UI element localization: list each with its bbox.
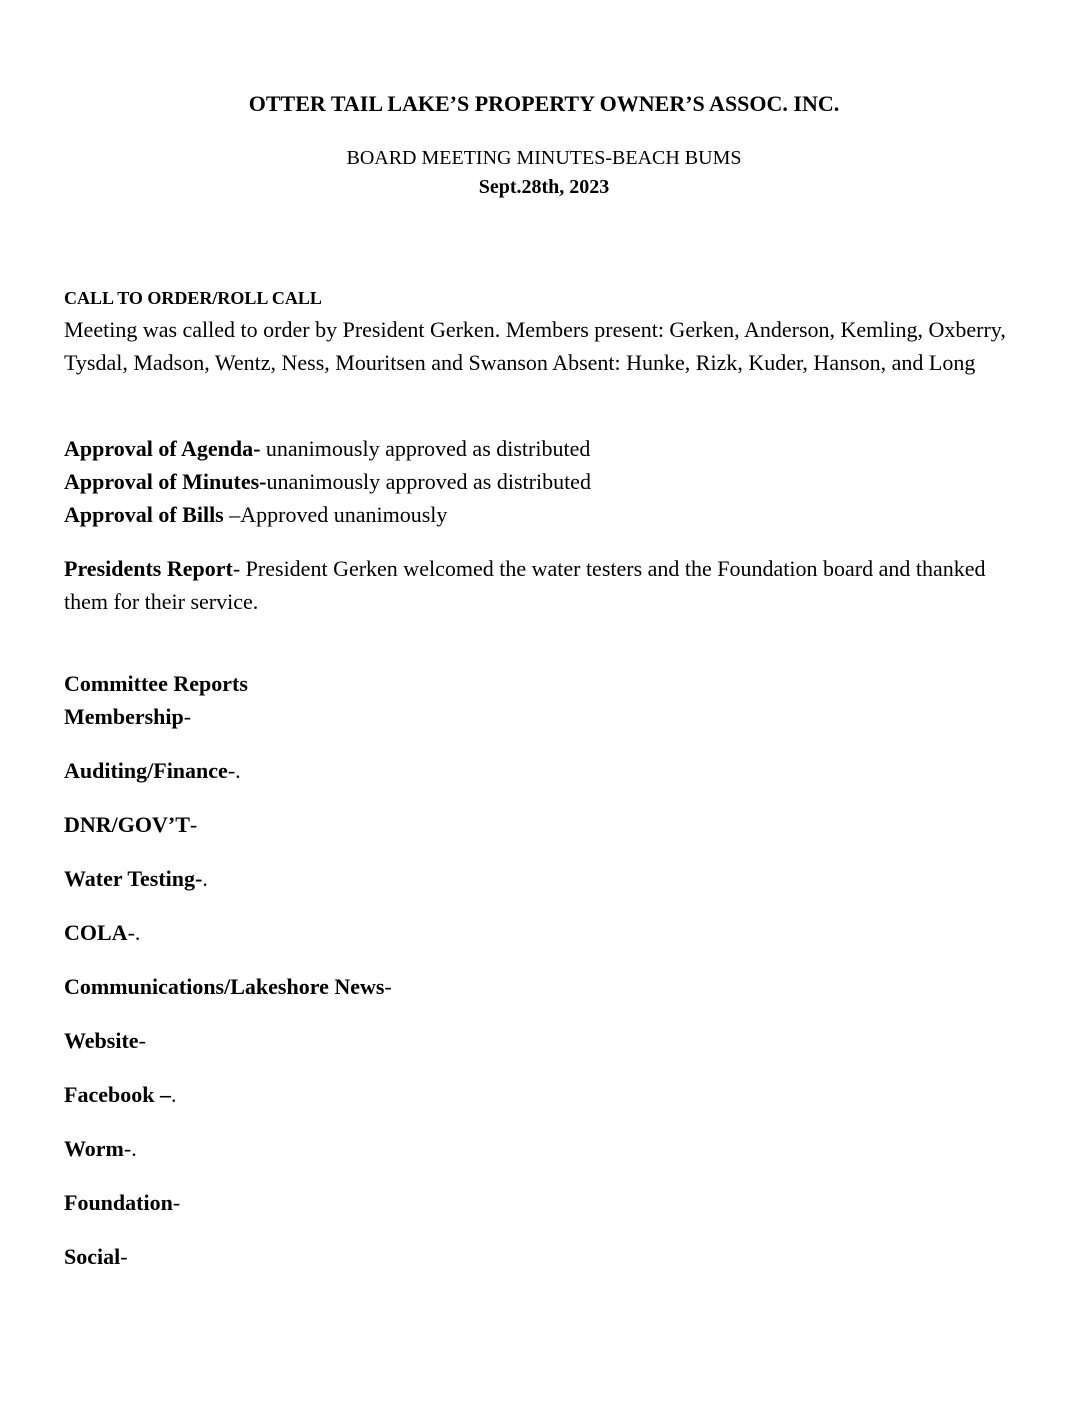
committee-suffix: . — [170, 1082, 177, 1107]
committee-label: DNR/GOV’T — [64, 812, 190, 837]
committee-item-cola — [64, 916, 1034, 949]
committee-label: Foundation — [64, 1190, 173, 1215]
committee-item-social — [64, 1240, 1034, 1273]
committee-item-foundation — [64, 1186, 1034, 1219]
committee-suffix: - — [183, 704, 192, 729]
committee-item-worm — [64, 1132, 1034, 1165]
committee-suffix: . — [202, 866, 208, 891]
committee-suffix: -. — [227, 758, 241, 783]
committee-label: Membership — [64, 704, 184, 729]
document-title: BOARD MEETING MINUTES-BEACH BUMS — [346, 147, 742, 169]
presidents-report — [64, 552, 1034, 618]
committee-label: COLA — [64, 920, 128, 945]
meeting-date: Sept.28th, 2023 — [478, 176, 610, 198]
committee-suffix: - — [138, 1028, 146, 1053]
committee-item-auditing-finance — [64, 754, 1034, 787]
call-to-order-heading: CALL TO ORDER/ROLL CALL — [64, 288, 322, 308]
committee-label: Website — [64, 1028, 139, 1053]
committee-item-water-testing — [64, 862, 1034, 895]
committee-label: Water Testing- — [64, 866, 203, 891]
committee-reports — [64, 667, 1034, 1294]
organization-title: OTTER TAIL LAKE’S PROPERTY OWNER’S ASSOC. INC. — [248, 91, 840, 116]
committee-label: Social — [64, 1244, 121, 1269]
approval-label: Approval of Agenda- — [64, 436, 261, 461]
committee-suffix: - — [172, 1190, 181, 1215]
approval-minutes — [64, 465, 1034, 498]
committee-item-membership — [64, 700, 1034, 733]
committee-label: Facebook – — [64, 1082, 171, 1107]
committee-label: Communications/Lakeshore News — [64, 974, 385, 999]
committee-suffix: - — [189, 812, 198, 837]
committee-item-dnr-govt — [64, 808, 1034, 841]
committee-item-facebook — [64, 1078, 1034, 1111]
committee-item-website — [64, 1024, 1034, 1057]
approval-text: –Approved unanimously — [223, 502, 448, 527]
committee-reports-heading: Committee Reports — [64, 671, 248, 696]
approval-bills — [64, 498, 1034, 531]
approvals-block — [64, 432, 1034, 531]
approval-label: Approval of Minutes- — [64, 469, 267, 494]
committee-suffix: -. — [127, 920, 141, 945]
committee-suffix: -. — [123, 1136, 137, 1161]
presidents-report-text: - President Gerken welcomed the water testers and the Foundation board and thanked them for their service. — [64, 556, 986, 614]
approval-text: unanimously approved as distributed — [260, 436, 591, 461]
approval-agenda — [64, 432, 1034, 465]
presidents-report-label: Presidents Report — [64, 556, 233, 581]
committee-item-communications — [64, 970, 1034, 1003]
committee-label: Worm — [64, 1136, 124, 1161]
committee-label: Auditing/Finance — [64, 758, 228, 783]
approval-label: Approval of Bills — [64, 502, 224, 527]
roll-call-paragraph: Meeting was called to order by President Gerken. Members present: Gerken, Anderson, Kemling, Oxberry, Tysdal, Madson, Wentz, Ness, Mouritsen and Swanson Absent: Hunke, Rizk, Kuder, Hanson, and Long — [64, 317, 1006, 375]
approval-text: unanimously approved as distributed — [266, 469, 591, 494]
committee-suffix: - — [384, 974, 392, 999]
committee-suffix: - — [120, 1244, 128, 1269]
